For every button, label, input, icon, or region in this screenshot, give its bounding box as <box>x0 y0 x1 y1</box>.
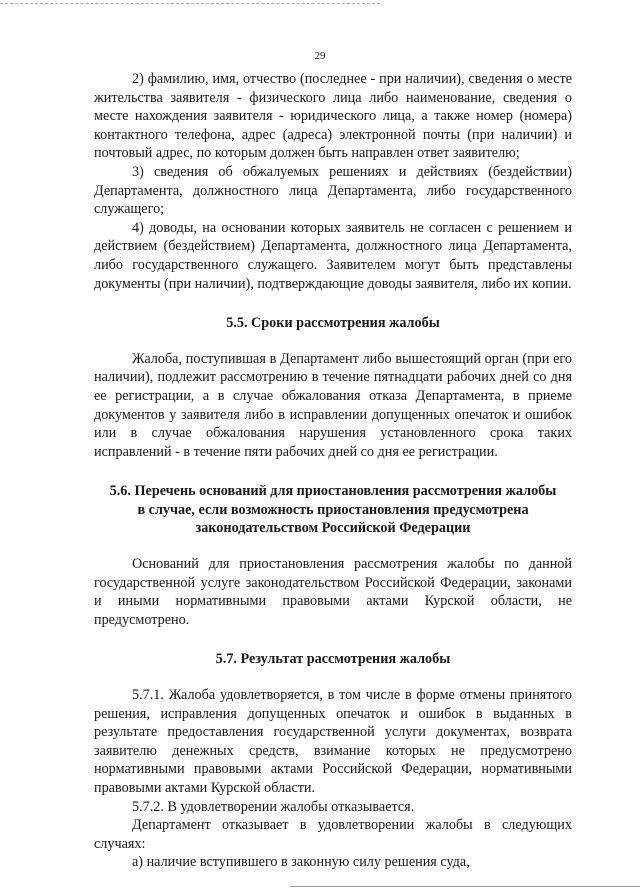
page-number: 29 <box>314 50 326 62</box>
paragraph-item-3: 3) сведения об обжалуемых решениях и действиях (бездействии) Департамента, должностного лица Департамента, либо государственного служащего; <box>94 163 572 218</box>
section-5-5-text: Жалоба, поступившая в Департамент либо вышестоящий орган (при его наличии), подлежит рассмотрению в течение пятнадцати рабочих дней со дня ее регистрации, а в случае обжалования отказа Департамента, в приеме документов у заявителя либо в исправлении допущенных опечаток и ошибок или в случае обжалования нарушения установленного срока таких исправлений - в течение пяти рабочих дней со дня ее регистрации. <box>94 350 572 460</box>
section-5-6-heading-line3: законодательством Российской Федерации <box>195 520 471 537</box>
section-5-7-item-a: а) наличие вступившего в законную силу решения суда, <box>132 854 470 871</box>
paragraph-item-4: 4) доводы, на основании которых заявитель не согласен с решением и действием (бездействием) Департамента, должностного лица Департамента, либо государственного служащего. Заявителем могут быть представлены документы (при наличии), подтверждающие доводы заявителя, либо их копии. <box>94 219 572 292</box>
section-5-7-refusal-intro: Департамент отказывает в удовлетворении жалобы в следующих случаях: <box>94 817 572 852</box>
document-body <box>94 70 572 872</box>
section-5-7-heading: 5.7. Результат рассмотрения жалобы <box>215 651 451 668</box>
section-5-5-heading: 5.5. Сроки рассмотрения жалобы <box>226 315 440 332</box>
scan-edge-bottom <box>290 886 640 887</box>
scan-edge-top <box>0 3 380 4</box>
section-5-7-2-text: 5.7.2. В удовлетворении жалобы отказывается. <box>132 798 415 815</box>
section-5-6-heading-line1: 5.6. Перечень оснований для приостановления рассмотрения жалобы <box>109 483 557 500</box>
paragraph-item-2: 2) фамилию, имя, отчество (последнее - при наличии), сведения о месте жительства заявителя - физического лица либо наименование, сведения о месте нахождения заявителя - юридического лица, а также номер (номера) контактного телефона, адрес (адреса) электронной почты (при наличии) и почтовый адрес, по которым должен быть направлен ответ заявителю; <box>94 71 572 162</box>
section-5-7-1-text: 5.7.1. Жалоба удовлетворяется, в том числе в форме отмены принятого решения, исправления допущенных опечаток и ошибок в выданных в результате предоставления государственной услуги документах, возврата заявителю денежных средств, взимание которых не предусмотрено нормативными правовыми актами Российской Федерации, нормативными правовыми актами Курской области. <box>94 687 572 796</box>
section-5-6-heading-line2: в случае, если возможность приостановления предусмотрена <box>137 501 529 518</box>
section-5-6-text: Оснований для приостановления рассмотрения жалобы по данной государственной услуге законодательством Российской Федерации, законами и иными нормативными правовыми актами Курской области, не предусмотрено. <box>94 556 572 628</box>
